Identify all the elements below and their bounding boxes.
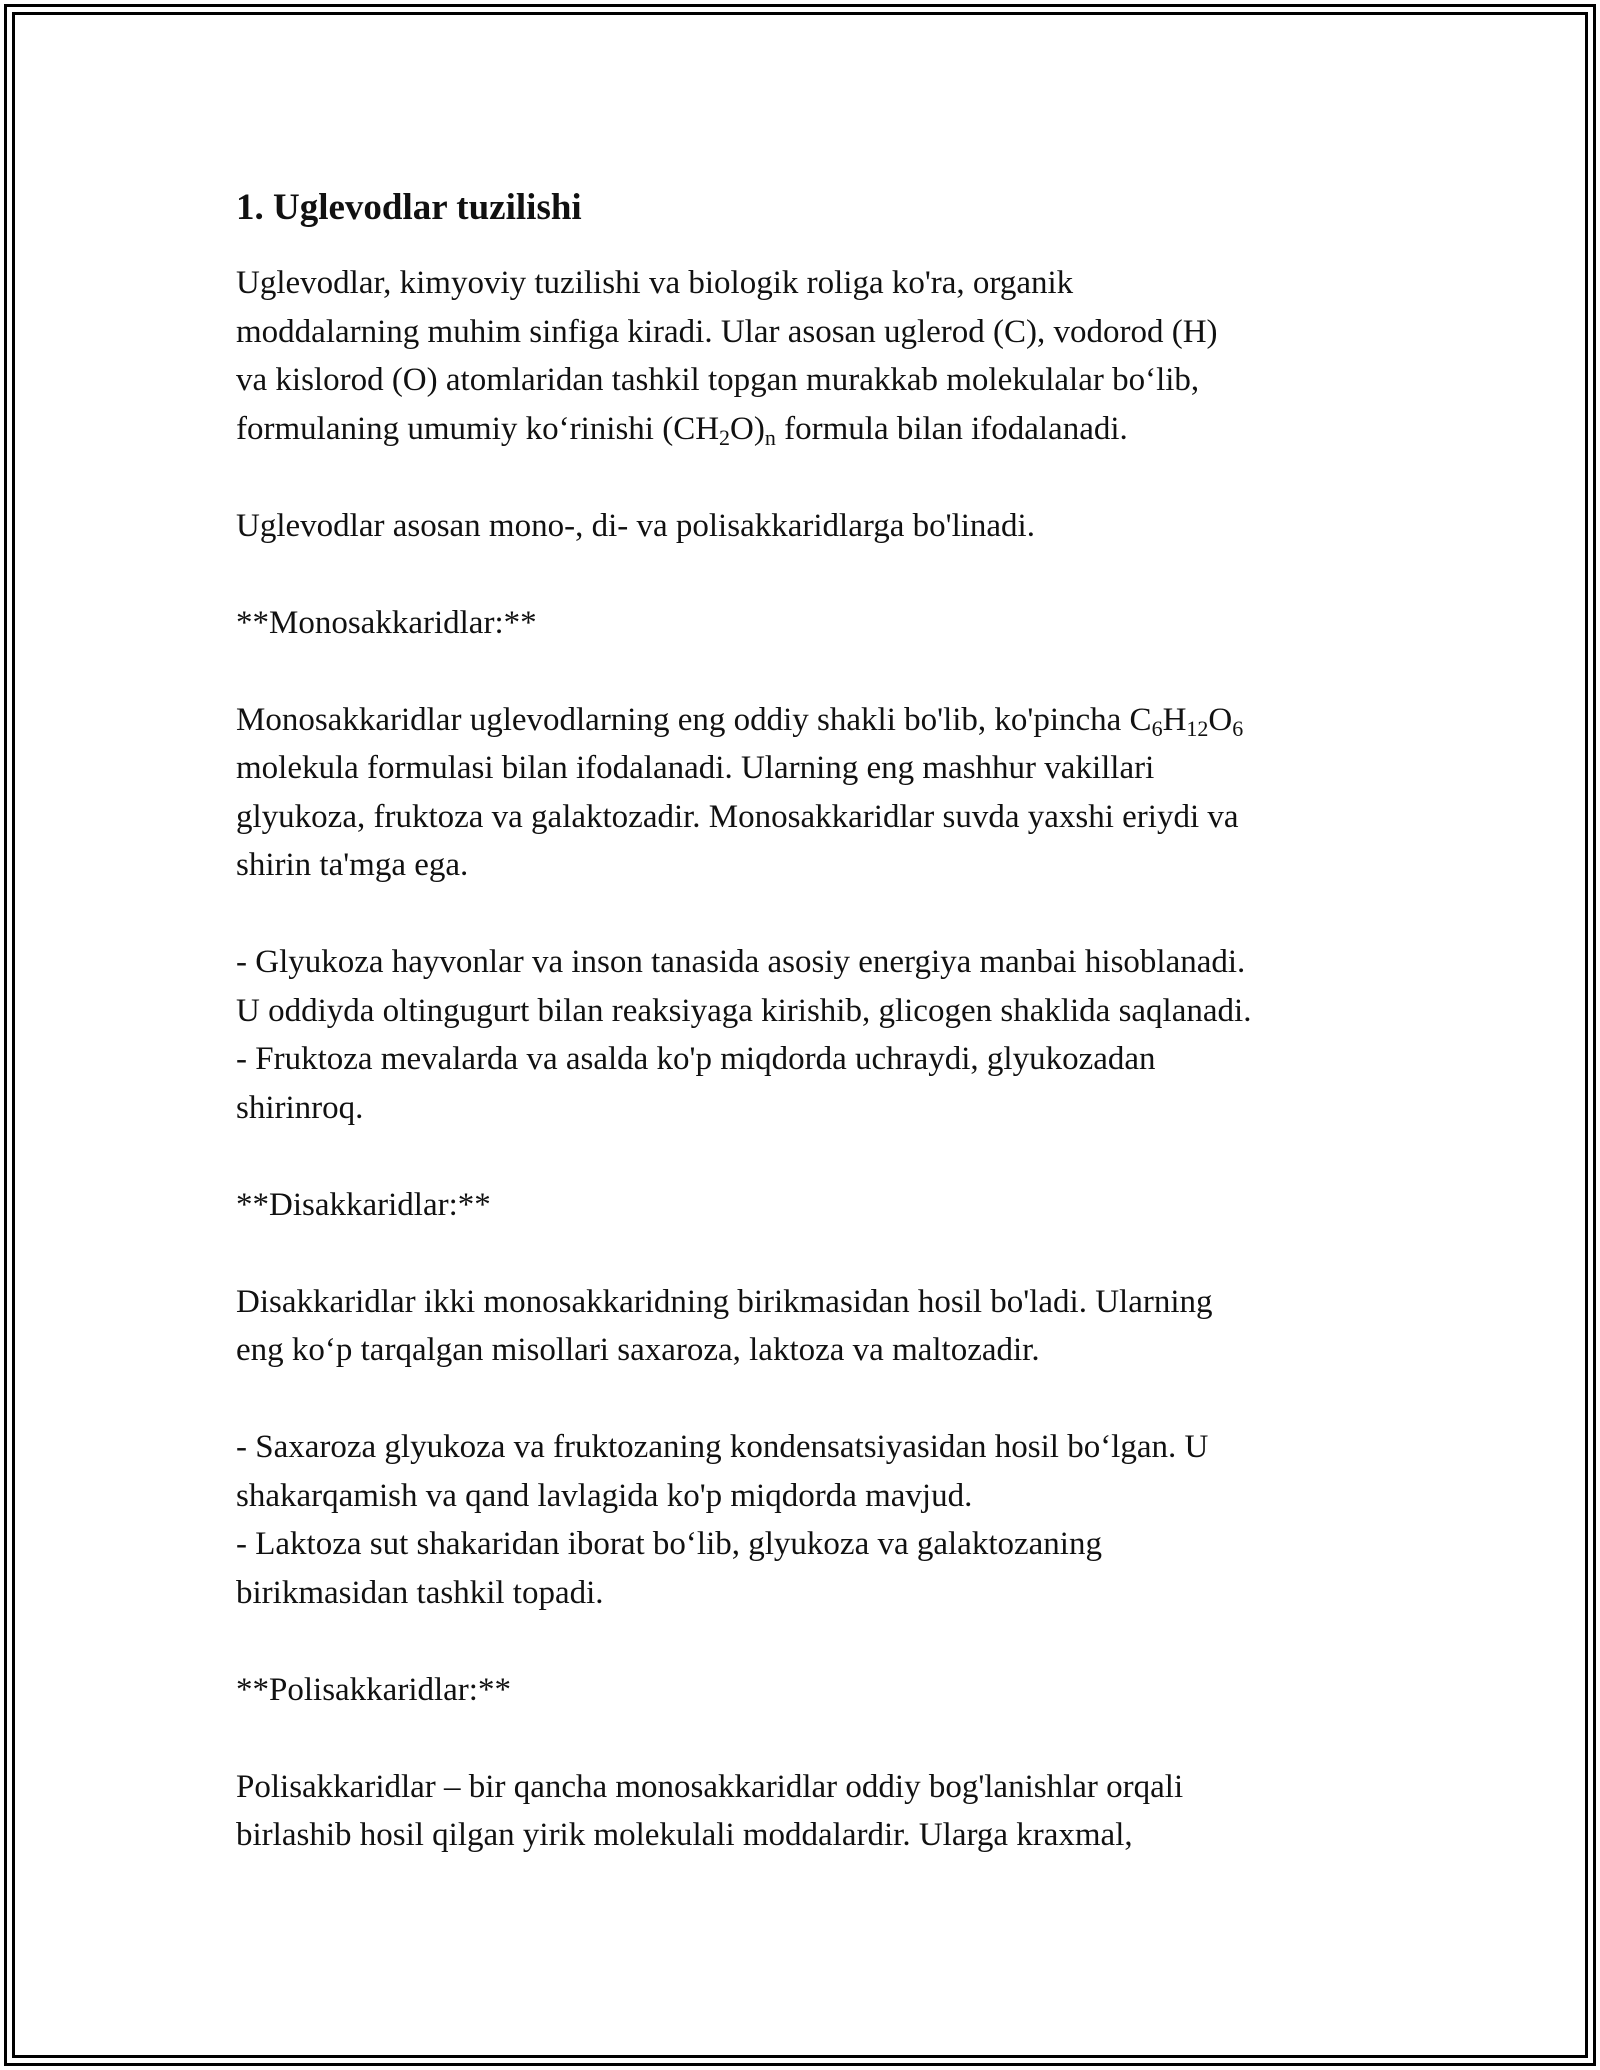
paragraph-classification	[236, 502, 1376, 551]
subheading-monosaccharides	[236, 599, 1376, 648]
list-item-continuation: birikmasidan tashkil topadi.	[236, 1574, 604, 1611]
text-line: molekula formulasi bilan ifodalanadi. Ularning eng mashhur vakillari	[236, 750, 1155, 786]
list-item: - Laktoza sut shakaridan iborat bo‘lib, glyukoza va galaktozaning	[236, 1526, 1102, 1562]
document-body	[236, 184, 1376, 1908]
subscript: 6	[1151, 715, 1163, 741]
paragraph-polysaccharides	[236, 1763, 1376, 1860]
subscript: 12	[1186, 715, 1209, 741]
text-run: formula bilan ifodalanadi.	[775, 410, 1128, 447]
list-item-continuation: U oddiyda oltingugurt bilan reaksiyaga kirishib, glicogen shaklida saqlanadi.	[236, 992, 1252, 1029]
subheading-disaccharides	[236, 1181, 1376, 1230]
formula-line	[236, 696, 1376, 745]
list-item-continuation: shirinroq.	[236, 1089, 364, 1126]
text-run: Monosakkaridlar uglevodlarning eng oddiy shakli bo'lib, ko'pincha C	[236, 701, 1152, 738]
list-item: - Glyukoza hayvonlar va inson tanasida asosiy energiya manbai hisoblanadi.	[236, 944, 1246, 980]
formula-line	[236, 405, 1376, 454]
text-line: Disakkaridlar ikki monosakkaridning birikmasidan hosil bo'ladi. Ularning	[236, 1283, 1213, 1320]
text-line: birlashib hosil qilgan yirik molekulali moddalardir. Ularga kraxmal,	[236, 1817, 1133, 1853]
subscript: n	[764, 424, 776, 450]
subheading-polysaccharides	[236, 1666, 1376, 1715]
text-line: **Disakkaridlar:**	[236, 1186, 491, 1223]
text-line: Uglevodlar asosan mono-, di- va polisakkaridlarga bo'linadi.	[236, 507, 1035, 544]
paragraph-intro	[236, 259, 1376, 453]
text-line: moddalarning muhim sinfiga kiradi. Ular asosan uglerod (C), vodorod (H)	[236, 313, 1218, 350]
paragraph-monosaccharides	[236, 696, 1376, 890]
text-line: Polisakkaridlar – bir qancha monosakkaridlar oddiy bog'lanishlar orqali	[236, 1768, 1184, 1805]
subscript: 6	[1232, 715, 1244, 741]
text-run: H	[1162, 701, 1187, 738]
text-line: **Monosakkaridlar:**	[236, 604, 537, 641]
section-heading: 1. Uglevodlar tuzilishi	[236, 187, 582, 228]
paragraph-disaccharides	[236, 1278, 1376, 1375]
list-item-continuation: shakarqamish va qand lavlagida ko'p miqdorda mavjud.	[236, 1477, 973, 1514]
text-run: O	[1208, 701, 1233, 738]
text-run: O)	[730, 410, 765, 447]
text-line: Uglevodlar, kimyoviy tuzilishi va biologik roliga ko'ra, organik	[236, 265, 1074, 301]
text-run: formulaning umumiy ko‘rinishi (CH	[236, 410, 720, 447]
text-line: shirin ta'mga ega.	[236, 847, 469, 883]
text-line: va kislorod (O) atomlaridan tashkil topgan murakkab molekulalar bo‘lib,	[236, 362, 1200, 398]
text-line: **Polisakkaridlar:**	[236, 1671, 511, 1708]
text-line: glyukoza, fruktoza va galaktozadir. Monosakkaridlar suvda yaxshi eriydi va	[236, 798, 1239, 835]
list-item: - Fruktoza mevalarda va asalda ko'p miqdorda uchraydi, glyukozadan	[236, 1041, 1156, 1077]
list-disaccharide-examples	[236, 1423, 1376, 1617]
list-item: - Saxaroza glyukoza va fruktozaning kondensatsiyasidan hosil bo‘lgan. U	[236, 1429, 1209, 1465]
text-line: eng ko‘p tarqalgan misollari saxaroza, laktoza va maltozadir.	[236, 1332, 1040, 1368]
list-monosaccharide-examples	[236, 938, 1376, 1132]
subscript: 2	[719, 424, 731, 450]
